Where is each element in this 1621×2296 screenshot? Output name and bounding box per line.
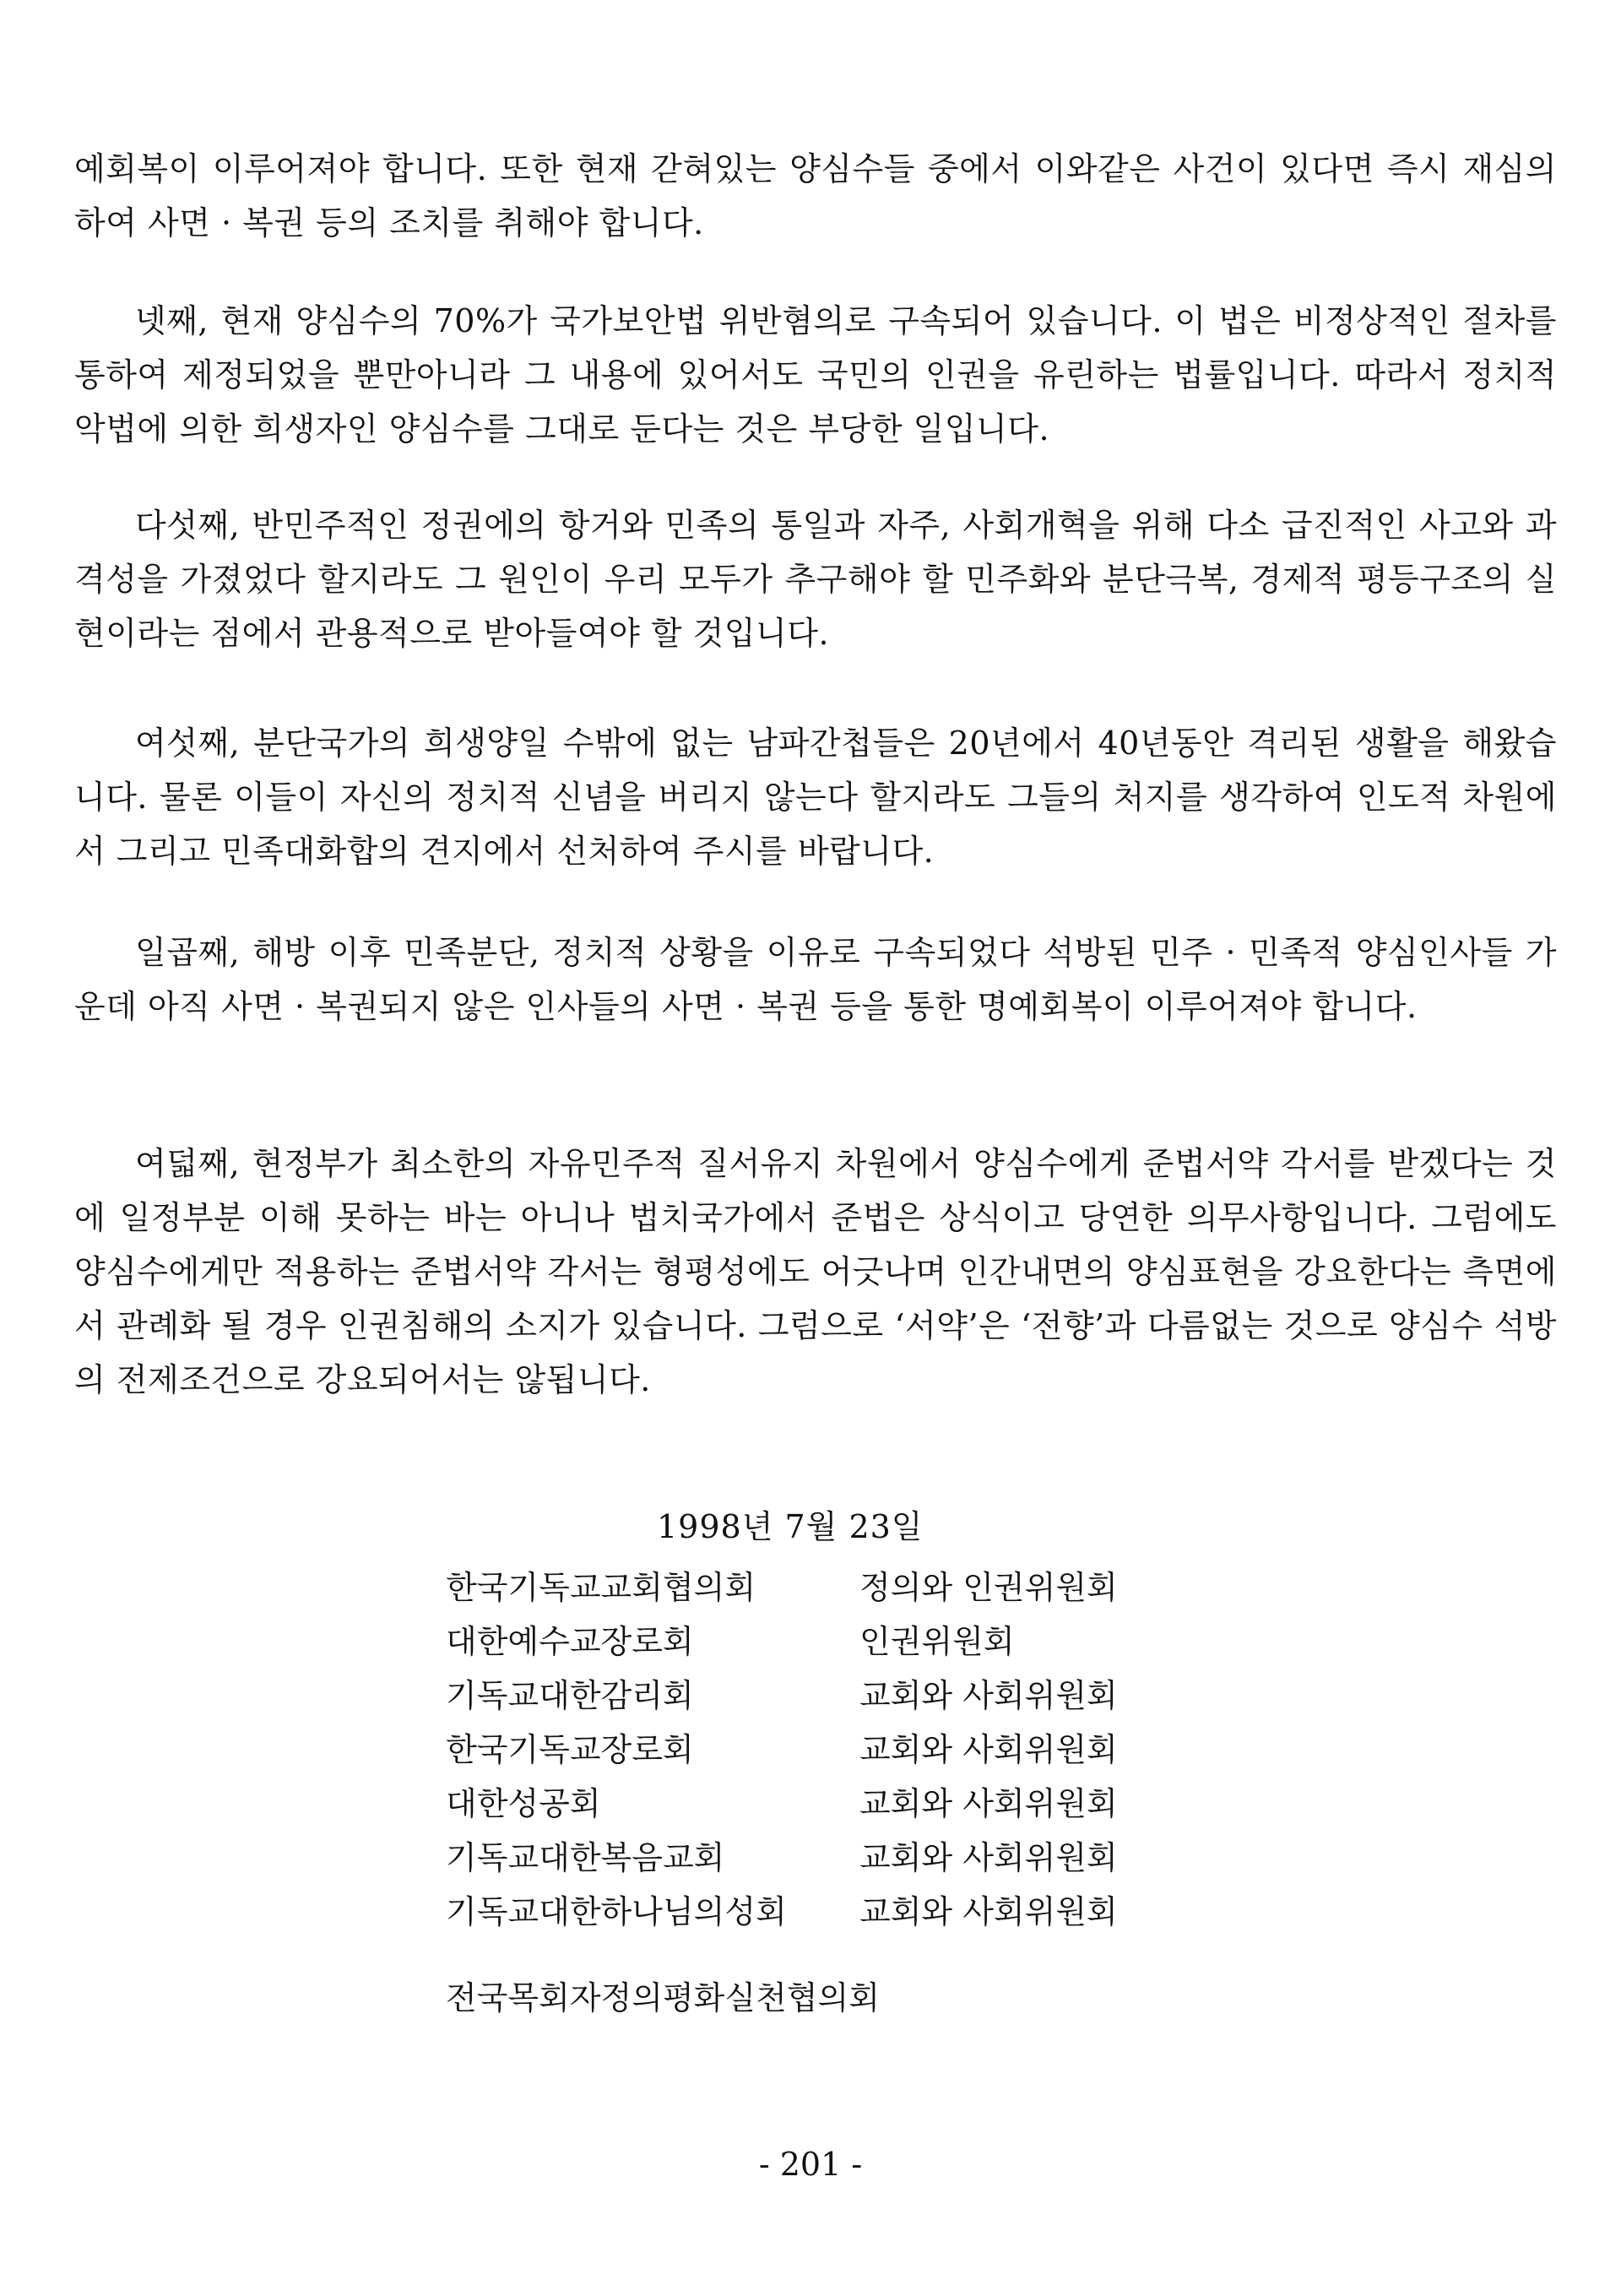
signatory-organization: 대한예수교장로회 xyxy=(446,1623,694,1660)
signatory-organization: 기독교대한복음교회 xyxy=(446,1839,725,1876)
paragraph-eighth: 여덟째, 현정부가 최소한의 자유민주적 질서유지 차원에서 양심수에게 준법서약 각서를 받겠다는 것에 일정부분 이해 못하는 바는 아니나 법치국가에서 준법은 상식이고 당연한 의무사항입니다. 그럼에도 양심수에게만 적용하는 준법서약 각서는 형평성에도 어긋나며 인간내면의 양심표현을 강요한다는 측면에서 관례화 될 경우 인권침해의 소지가 있습니다. 그럼으로 ‘서약’은 ‘전향’과 다름없는 것으로 양심수 석방의 전제조건으로 강요되어서는 않됩니다. xyxy=(74,1145,1557,1398)
signatory-committee: 교회와 사회위원회 xyxy=(859,1731,1118,1768)
signature-date: 1998년 7월 23일 xyxy=(657,1508,924,1545)
council-signatory: 전국목회자정의평화실천협의회 xyxy=(446,1979,880,2016)
page-number: - 201 - xyxy=(758,2146,863,2183)
signatory-row xyxy=(446,1561,1118,1615)
paragraph-fourth: 넷째, 현재 양심수의 70%가 국가보안법 위반혐의로 구속되어 있습니다. 이 법은 비정상적인 절차를 통하여 제정되었을 뿐만아니라 그 내용에 있어서도 국민의 인권을 유린하는 법률입니다. 따라서 정치적 악법에 의한 희생자인 양심수를 그대로 둔다는 것은 부당한 일입니다. xyxy=(74,302,1557,448)
signatory-row xyxy=(446,1669,1118,1723)
signatory-committee: 정의와 인권위원회 xyxy=(859,1569,1118,1606)
paragraph-fifth: 다섯째, 반민주적인 정권에의 항거와 민족의 통일과 자주, 사회개혁을 위해 다소 급진적인 사고와 과격성을 가졌었다 할지라도 그 원인이 우리 모두가 추구해야 할 민주화와 분단극복, 경제적 평등구조의 실현이라는 점에서 관용적으로 받아들여야 할 것입니다. xyxy=(74,507,1557,652)
signatory-row xyxy=(446,1723,1118,1777)
signatory-list xyxy=(446,1561,1118,1939)
signatory-row xyxy=(446,1615,1118,1669)
signatory-organization: 기독교대한감리회 xyxy=(446,1677,694,1714)
signatory-committee: 교회와 사회위원회 xyxy=(859,1785,1118,1822)
signatory-organization: 기독교대한하나님의성회 xyxy=(446,1893,787,1930)
signatory-organization: 한국기독교장로회 xyxy=(446,1731,694,1768)
signatory-organization: 대한성공회 xyxy=(446,1785,601,1822)
paragraph-sixth: 여섯째, 분단국가의 희생양일 수밖에 없는 남파간첩들은 20년에서 40년동안 격리된 생활을 해왔습니다. 물론 이들이 자신의 정치적 신념을 버리지 않는다 할지라도 그들의 처지를 생각하여 인도적 차원에서 그리고 민족대화합의 견지에서 선처하여 주시를 바랍니다. xyxy=(74,725,1557,870)
paragraph-seventh: 일곱째, 해방 이후 민족분단, 정치적 상황을 이유로 구속되었다 석방된 민주 · 민족적 양심인사들 가운데 아직 사면 · 복권되지 않은 인사들의 사면 · 복권 등을 통한 명예회복이 이루어져야 합니다. xyxy=(74,934,1557,1025)
signatory-organization: 한국기독교교회협의회 xyxy=(446,1569,756,1606)
signatory-committee: 교회와 사회위원회 xyxy=(859,1893,1118,1930)
paragraph-continuation: 예회복이 이루어져야 합니다. 또한 현재 갇혀있는 양심수들 중에서 이와같은 사건이 있다면 즉시 재심의하여 사면 · 복권 등의 조치를 취해야 합니다. xyxy=(74,150,1557,242)
signatory-row xyxy=(446,1831,1118,1885)
signatory-committee: 교회와 사회위원회 xyxy=(859,1677,1118,1714)
signatory-row xyxy=(446,1777,1118,1831)
signatory-committee: 교회와 사회위원회 xyxy=(859,1839,1118,1876)
signatory-committee: 인권위원회 xyxy=(859,1623,1015,1660)
signatory-row xyxy=(446,1885,1118,1939)
